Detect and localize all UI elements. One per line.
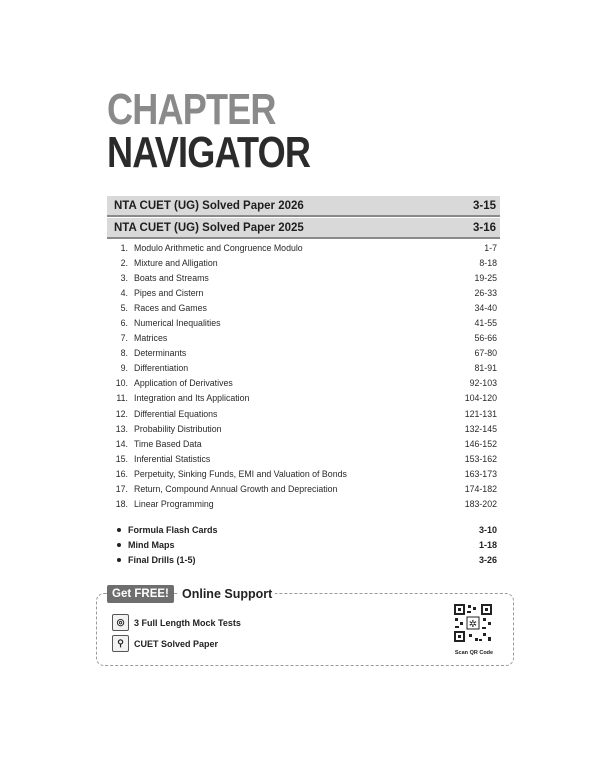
chapter-pages: 146-152	[464, 438, 497, 449]
chapter-row[interactable]	[112, 255, 497, 270]
extra-row[interactable]	[117, 537, 497, 552]
chapter-number: 1.	[120, 242, 128, 253]
paper-2026-label: NTA CUET (UG) Solved Paper 2026	[114, 199, 304, 212]
chapter-row[interactable]	[112, 406, 497, 421]
chapter-title: Linear Programming	[134, 499, 214, 510]
extra-pages: 1-18	[478, 539, 497, 550]
chapter-title: Differentiation	[134, 363, 189, 374]
chapter-title: Determinants	[134, 348, 187, 359]
chapter-pages: 104-120	[464, 393, 497, 404]
extra-pages: 3-26	[478, 555, 497, 566]
chapter-number: 2.	[120, 257, 128, 268]
chapter-number: 5.	[120, 302, 128, 313]
chapter-number: 9.	[120, 363, 128, 374]
chapter-number: 12.	[115, 408, 128, 419]
chapter-pages: 174-182	[464, 484, 497, 495]
mock-tests-item[interactable]	[112, 614, 241, 631]
chapter-title: Pipes and Cistern	[134, 287, 204, 298]
online-support-title: Online Support	[179, 587, 275, 601]
extra-title: Final Drills (1-5)	[128, 555, 196, 566]
chapter-number: 8.	[120, 348, 128, 359]
chapter-row[interactable]	[112, 466, 497, 481]
chapter-title: Matrices	[134, 333, 168, 344]
chapter-number: 10.	[115, 378, 128, 389]
chapter-title: Perpetuity, Sinking Funds, EMI and Valuation of Bonds	[134, 468, 347, 479]
chapter-row[interactable]	[112, 270, 497, 285]
chapter-number: 4.	[120, 287, 128, 298]
paper-2025-pages: 3-16	[472, 221, 496, 234]
chapter-pages: 1-7	[484, 242, 497, 253]
chapter-row[interactable]	[112, 346, 497, 361]
chapter-row[interactable]	[112, 331, 497, 346]
chapter-pages: 41-55	[474, 318, 497, 329]
chapter-number: 6.	[120, 318, 128, 329]
qr-code-label: Scan QR Code	[454, 650, 494, 656]
chapter-title: Return, Compound Annual Growth and Depreciation	[134, 484, 338, 495]
get-free-badge: Get FREE!	[107, 585, 174, 603]
chapter-number: 11.	[116, 393, 128, 404]
chapter-number: 15.	[115, 453, 128, 464]
chapter-pages: 163-173	[464, 468, 497, 479]
heading-line-2: NAVIGATOR	[107, 128, 311, 177]
extra-title: Formula Flash Cards	[128, 524, 218, 535]
chapter-pages: 183-202	[464, 499, 497, 510]
chapter-pages: 34-40	[474, 302, 497, 313]
chapter-pages: 153-162	[464, 453, 497, 464]
paper-2025-label: NTA CUET (UG) Solved Paper 2025	[114, 221, 304, 234]
chapter-row[interactable]	[112, 376, 497, 391]
chapter-row[interactable]	[112, 300, 497, 315]
solved-paper-item[interactable]	[112, 635, 218, 652]
target-icon: ◎	[112, 614, 129, 631]
chapter-number: 13.	[115, 423, 128, 434]
bullet-icon	[117, 558, 121, 562]
chapter-number: 18.	[115, 499, 128, 510]
chapter-row[interactable]	[112, 391, 497, 406]
qr-code-icon[interactable]	[453, 603, 493, 643]
chapter-pages: 19-25	[474, 272, 497, 283]
chapter-title: Probability Distribution	[134, 423, 222, 434]
chapter-pages: 8-18	[479, 257, 497, 268]
extra-title: Mind Maps	[128, 539, 175, 550]
heading-line-1: CHAPTER	[107, 85, 276, 134]
chapter-row[interactable]	[112, 421, 497, 436]
extra-row[interactable]	[117, 522, 497, 537]
divider	[107, 237, 500, 239]
chapter-row[interactable]	[112, 285, 497, 300]
paper-2026-row[interactable]	[107, 196, 500, 215]
chapter-number: 7.	[120, 333, 128, 344]
bullet-icon	[117, 543, 121, 547]
chapter-row[interactable]	[112, 240, 497, 255]
chapter-title: Application of Derivatives	[134, 378, 233, 389]
chapter-row[interactable]	[112, 482, 497, 497]
chapter-pages: 67-80	[474, 348, 497, 359]
chapter-row[interactable]	[112, 361, 497, 376]
chapter-pages: 132-145	[464, 423, 497, 434]
chapter-pages: 26-33	[474, 287, 497, 298]
solved-paper-label: CUET Solved Paper	[134, 638, 219, 649]
chapter-row[interactable]	[112, 451, 497, 466]
chapter-list	[112, 240, 497, 512]
chapter-row[interactable]	[112, 436, 497, 451]
mock-tests-label: 3 Full Length Mock Tests	[134, 617, 241, 628]
paper-2025-row[interactable]	[107, 218, 500, 237]
divider	[107, 215, 500, 217]
chapter-title: Races and Games	[134, 302, 207, 313]
magnifier-icon: ⚲	[112, 635, 129, 652]
chapter-title: Time Based Data	[134, 438, 202, 449]
chapter-row[interactable]	[112, 315, 497, 330]
chapter-title: Mixture and Alligation	[134, 257, 218, 268]
chapter-number: 14.	[115, 438, 128, 449]
extra-row[interactable]	[117, 553, 497, 568]
chapter-pages: 56-66	[474, 333, 497, 344]
chapter-number: 17.	[115, 484, 128, 495]
chapter-title: Numerical Inequalities	[134, 318, 221, 329]
chapter-title: Differential Equations	[134, 408, 218, 419]
bullet-icon	[117, 528, 121, 532]
svg-text:✲: ✲	[468, 619, 478, 630]
chapter-number: 16.	[115, 468, 128, 479]
chapter-row[interactable]	[112, 497, 497, 512]
chapter-title: Boats and Streams	[134, 272, 209, 283]
chapter-title: Inferential Statistics	[134, 453, 211, 464]
extra-pages: 3-10	[478, 524, 497, 535]
chapter-title: Modulo Arithmetic and Congruence Modulo	[134, 242, 303, 253]
chapter-pages: 121-131	[464, 408, 497, 419]
chapter-number: 3.	[120, 272, 128, 283]
chapter-pages: 81-91	[474, 363, 497, 374]
paper-2026-pages: 3-15	[472, 199, 496, 212]
chapter-pages: 92-103	[469, 378, 497, 389]
extras-list	[117, 522, 497, 568]
chapter-title: Integration and Its Application	[134, 393, 250, 404]
